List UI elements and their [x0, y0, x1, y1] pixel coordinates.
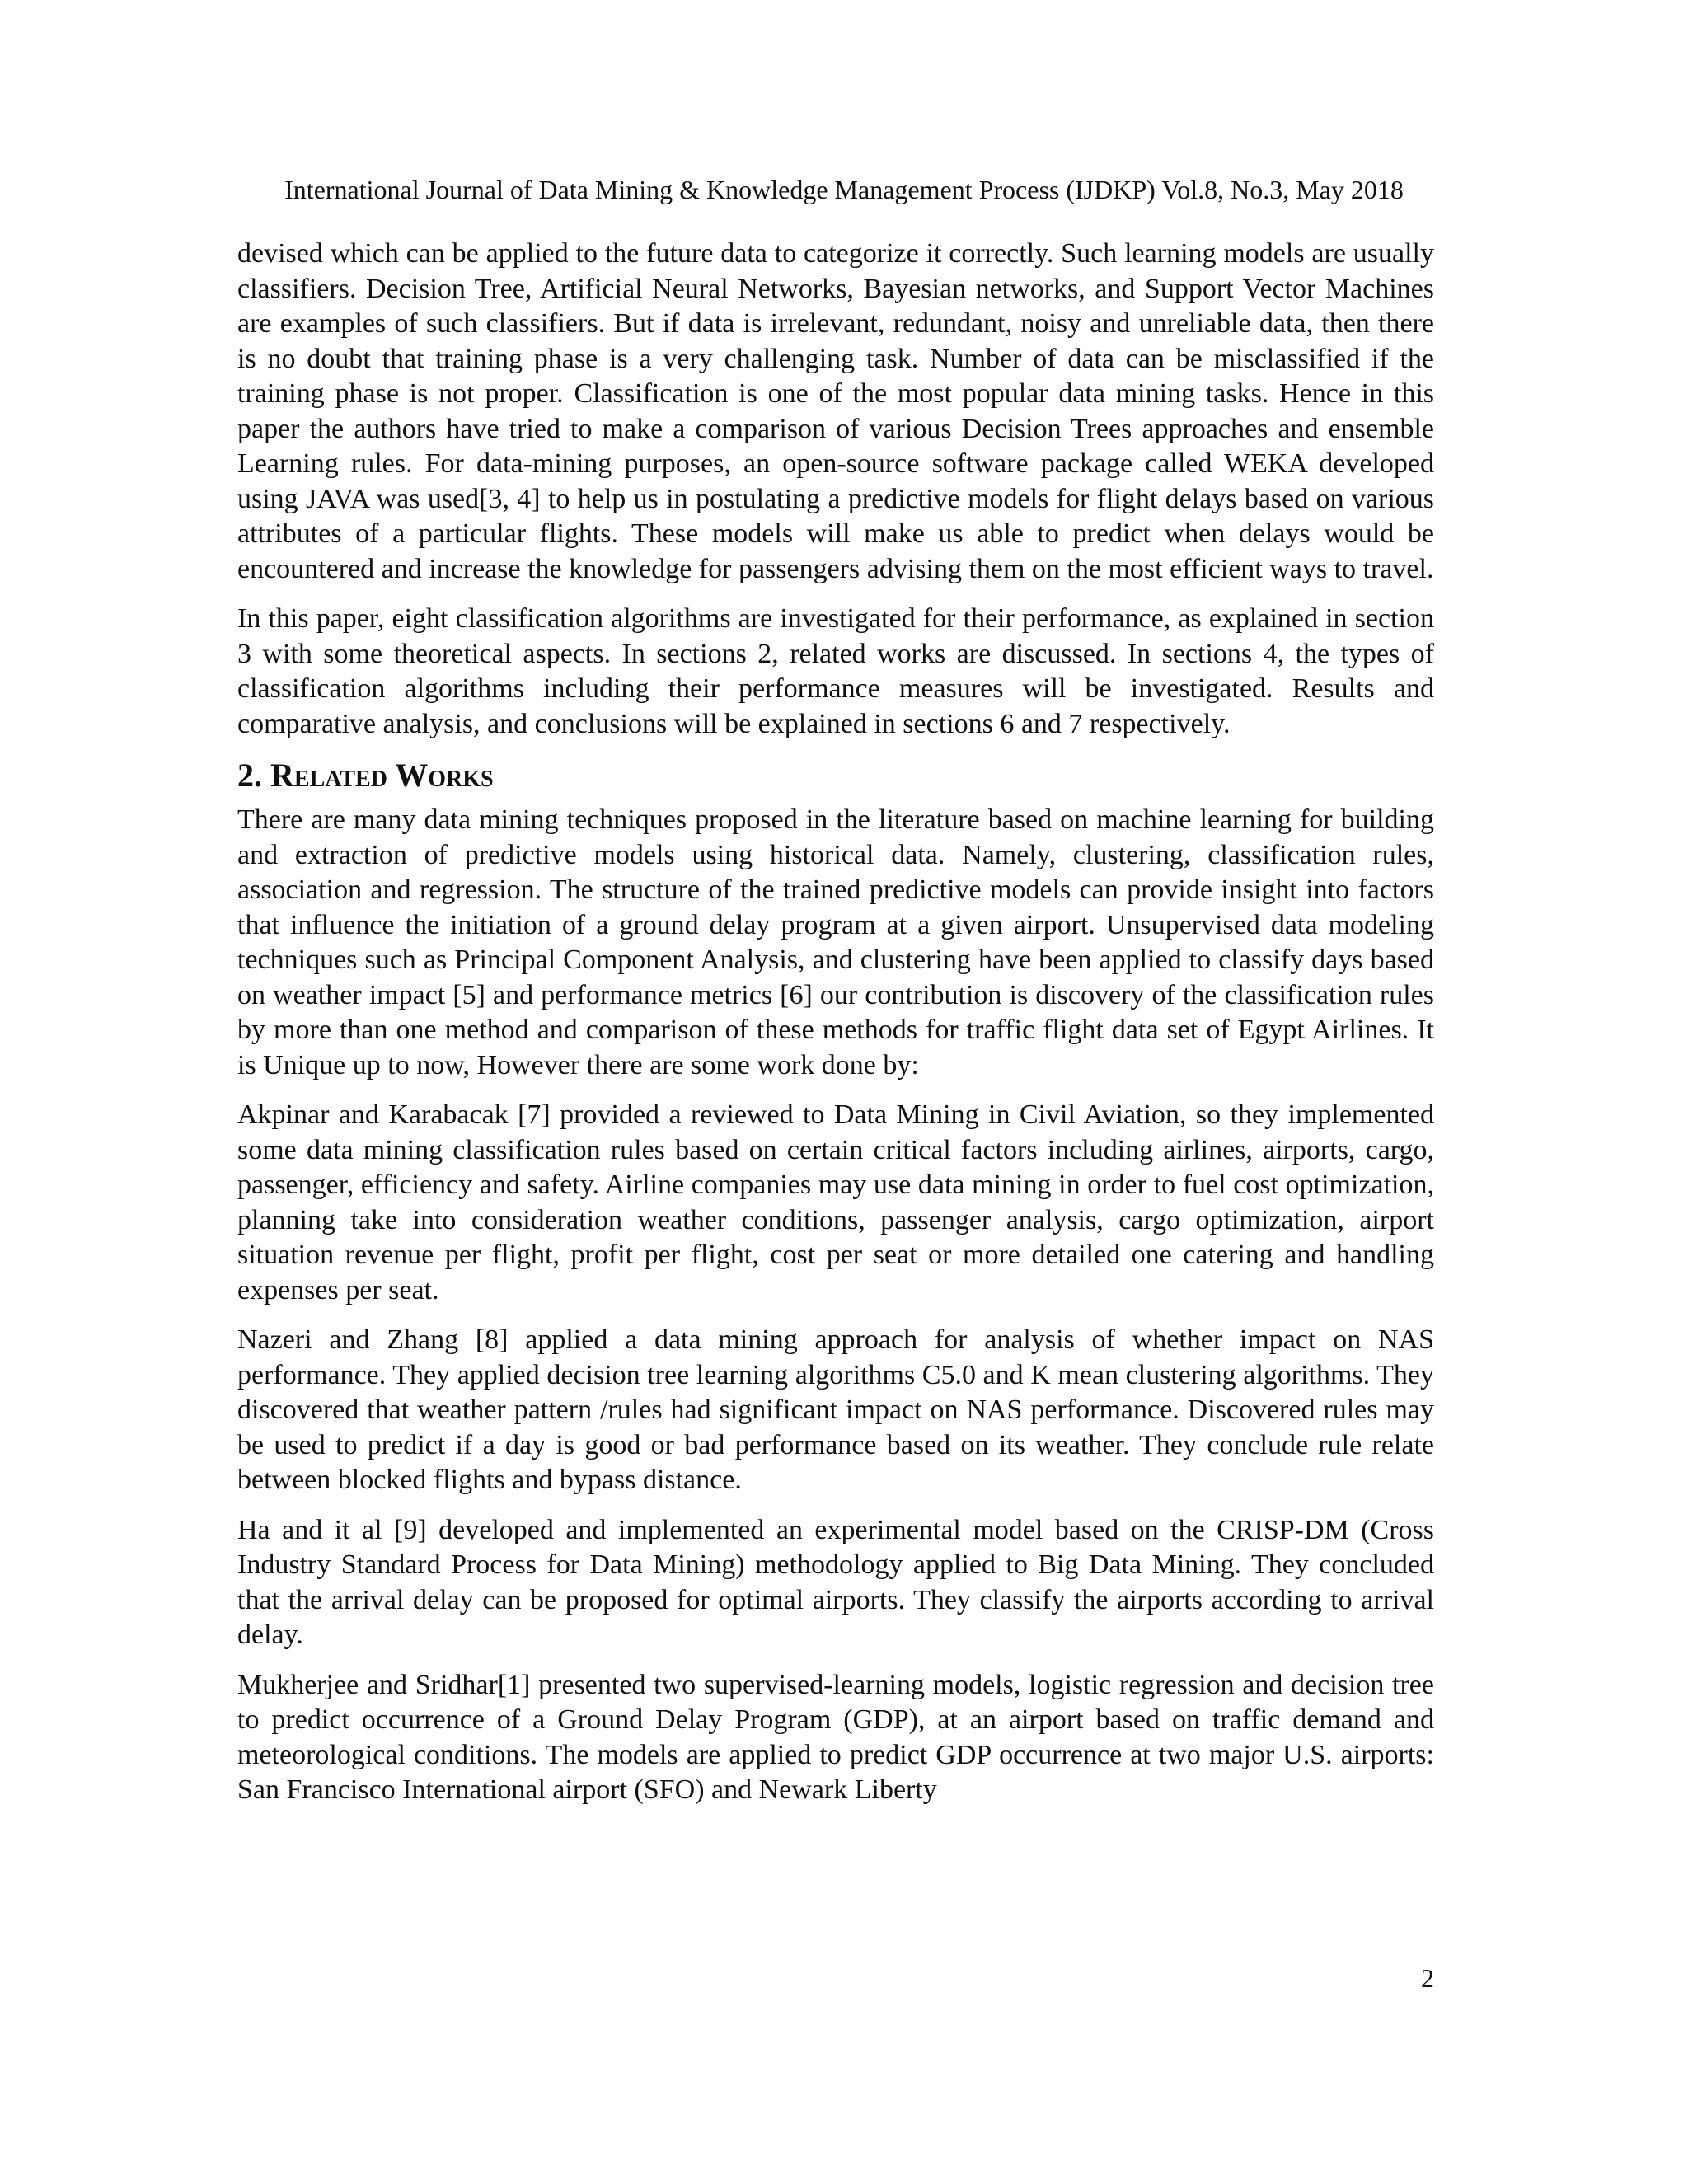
paragraph-related-works-4: Ha and it al [9] developed and implemented an experimental model based on the CRISP-DM (Cross Industry Standard Process for Data Mining) methodology applied to Big Data Mining. They concluded that the arrival delay can be proposed for optimal airports. They classify the airports according to arrival delay. — [237, 1514, 1434, 1650]
paragraph-related-works-1: There are many data mining techniques proposed in the literature based on machine learning for building and extraction of predictive models using historical data. Namely, clustering, classification rules, association and regression. The structure of the trained predictive models can provide insight into factors that influence the initiation of a ground delay program at a given airport. Unsupervised data modeling techniques such as Principal Component Analysis, and clustering have been applied to classify days based on weather impact [5] and performance metrics [6] our contribution is discovery of the classification rules by more than one method and comparison of these methods for traffic flight data set of Egypt Airlines. It is Unique up to now, However there are some work done by: — [237, 804, 1434, 1080]
paragraph-intro-2: In this paper, eight classification algorithms are investigated for their performance, as explained in section 3 with some theoretical aspects. In sections 2, related works are discussed. In sections 4, the types of classification algorithms including their performance measures will be investigated. Results and comparative analysis, and conclusions will be explained in sections 6 and 7 respectively. — [237, 603, 1434, 739]
paragraph-intro-1: devised which can be applied to the future data to categorize it correctly. Such learning models are usually classifiers. Decision Tree, Artificial Neural Networks, Bayesian networks, and Support Vector Machines are examples of such classifiers. But if data is irrelevant, redundant, noisy and unreliable data, then there is no doubt that training phase is a very challenging task. Number of data can be misclassified if the training phase is not proper. Classification is one of the most popular data mining tasks. Hence in this paper the authors have tried to make a comparison of various Decision Trees approaches and ensemble Learning rules. For data-mining purposes, an open-source software package called WEKA developed using JAVA was used[3, 4] to help us in postulating a predictive models for flight delays based on various attributes of a particular flights. These models will make us able to predict when delays would be encountered and increase the knowledge for passengers advising them on the most efficient ways to travel. — [237, 238, 1434, 584]
section-heading-related-works: 2. Related Works — [237, 757, 494, 794]
page-number: 2 — [1421, 1963, 1434, 1993]
paragraph-related-works-5: Mukherjee and Sridhar[1] presented two supervised-learning models, logistic regression and decision tree to predict occurrence of a Ground Delay Program (GDP), at an airport based on traffic demand and meteorological conditions. The models are applied to predict GDP occurrence at two major U.S. airports: San Francisco International airport (SFO) and Newark Liberty — [237, 1669, 1434, 1805]
body-text — [237, 237, 1434, 1823]
paragraph-related-works-2: Akpinar and Karabacak [7] provided a reviewed to Data Mining in Civil Aviation, so they implemented some data mining classification rules based on certain critical factors including airlines, airports, cargo, passenger, efficiency and safety. Airline companies may use data mining in order to fuel cost optimization, planning take into consideration weather conditions, passenger analysis, cargo optimization, airport situation revenue per flight, profit per flight, cost per seat or more detailed one catering and handling expenses per seat. — [237, 1099, 1434, 1305]
paragraph-related-works-3: Nazeri and Zhang [8] applied a data mining approach for analysis of whether impact on NAS performance. They applied decision tree learning algorithms C5.0 and K mean clustering algorithms. They discovered that weather pattern /rules had significant impact on NAS performance. Discovered rules may be used to predict if a day is good or bad performance based on its weather. They conclude rule relate between blocked flights and bypass distance. — [237, 1324, 1434, 1495]
running-header: International Journal of Data Mining & Knowledge Management Process (IJDKP) Vol.8, No.3, May 2018 — [284, 175, 1404, 204]
